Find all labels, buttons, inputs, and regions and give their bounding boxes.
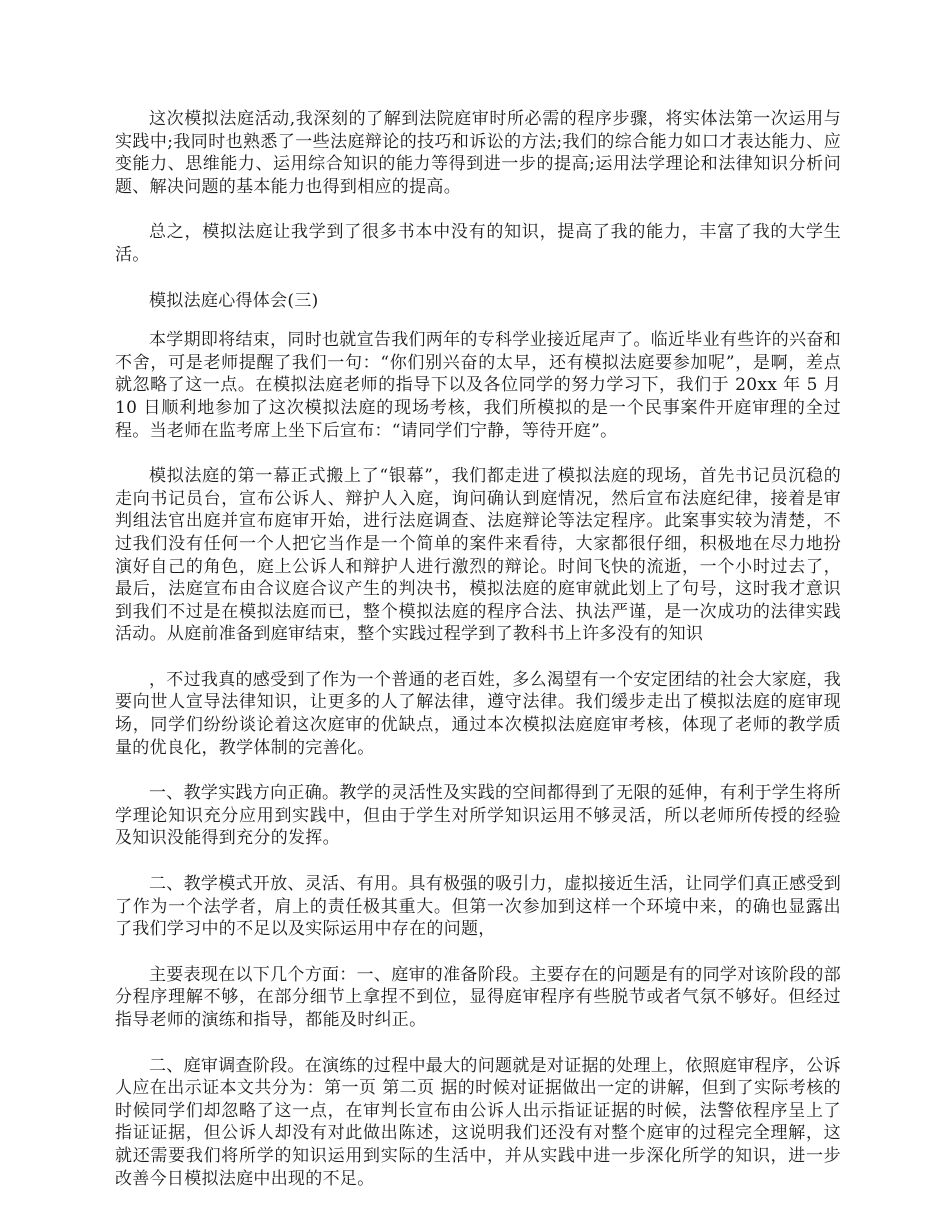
paragraph: 主要表现在以下几个方面：一、庭审的准备阶段。主要存在的问题是有的同学对该阶段的部分程序理解不够，在部分细节上拿捏不到位，显得庭审程序有些脱节或者气氛不够好。但经过指导老师的演练和指导，都能及时纠正。 [115,964,841,1030]
paragraph: 模拟法庭的第一幕正式搬上了“银幕”，我们都走进了模拟法庭的现场，首先书记员沉稳的走向书记员台，宣布公诉人、辩护人入庭，询问确认到庭情况，然后宣布法庭纪律，接着是审判组法官出庭并宣布庭审开始，进行法庭调查、法庭辩论等法定程序。此案事实较为清楚，不过我们没有任何一个人把它当作是一个简单的案件来看待，大家都很仔细，积极地在尽力地扮演好自己的角色，庭上公诉人和辩护人进行激烈的辩论。时间飞快的流逝，一个小时过去了，最后，法庭宣布由合议庭合议产生的判决书，模拟法庭的庭审就此划上了句号，这时我才意识到我们不过是在模拟法庭而已，整个模拟法庭的程序合法、执法严谨，是一次成功的法律实践活动。从庭前准备到庭审结束，整个实践过程学到了教科书上许多没有的知识 [115,466,841,645]
paragraph: 一、教学实践方向正确。教学的灵活性及实践的空间都得到了无限的延伸，有利于学生将所学理论知识充分应用到实践中，但由于学生对所学知识运用不够灵活，所以老师所传授的经验及知识没能得到充分的发挥。 [115,783,841,849]
document-body [115,108,841,1213]
paragraph: 二、教学模式开放、灵活、有用。具有极强的吸引力，虚拟接近生活，让同学们真正感受到了作为一个法学者，肩上的责任极其重大。但第一次参加到这样一个环境中来，的确也显露出了我们学习中的不足以及实际运用中存在的问题， [115,874,841,940]
section-heading: 模拟法庭心得体会(三) [149,290,319,311]
paragraph: ，不过我真的感受到了作为一个普通的老百姓，多么渴望有一个安定团结的社会大家庭，我要向世人宣导法律知识，让更多的人了解法律，遵守法律。我们缓步走出了模拟法庭的庭审现场，同学们纷纷谈论着这次庭审的优缺点，通过本次模拟法庭庭审考核，体现了老师的教学质量的优良化，教学体制的完善化。 [115,669,841,758]
paragraph: 本学期即将结束，同时也就宣告我们两年的专科学业接近尾声了。临近毕业有些许的兴奋和不舍，可是老师提醒了我们一句：“你们别兴奋的太早，还有模拟法庭要参加呢”，是啊，差点就忽略了这一点。在模拟法庭老师的指导下以及各位同学的努力学习下，我们于 20xx 年 5 月 10 日顺利地参加了这次模拟法庭的现场考核，我们所模拟的是一个民事案件开庭审理的全过程。当老师在监考席上坐下后宣布：“请同学们宁静，等待开庭”。 [115,330,841,441]
paragraph: 二、庭审调查阶段。在演练的过程中最大的问题就是对证据的处理上，依照庭审程序，公诉人应在出示证本文共分为：第一页 第二页 据的时候对证据做出一定的讲解，但到了实际考核的时候同学们却忽略了这一点，在审判长宣布由公诉人出示指证证据的时候，法警依程序呈上了指证证据，但公诉人却没有对此做出陈述，这说明我们还没有对整个庭审的过程完全理解，这就还需要我们将所学的知识运用到实际的生活中，并从实践中进一步深化所学的知识，进一步改善今日模拟法庭中出现的不足。 [115,1055,841,1189]
paragraph: 这次模拟法庭活动,我深刻的了解到法院庭审时所必需的程序步骤，将实体法第一次运用与实践中;我同时也熟悉了一些法庭辩论的技巧和诉讼的方法;我们的综合能力如口才表达能力、应变能力、思维能力、运用综合知识的能力等得到进一步的提高;运用法学理论和法律知识分析问题、解决问题的基本能力也得到相应的提高。 [115,109,841,197]
paragraph: 总之，模拟法庭让我学到了很多书本中没有的知识，提高了我的能力，丰富了我的大学生活。 [115,222,841,265]
